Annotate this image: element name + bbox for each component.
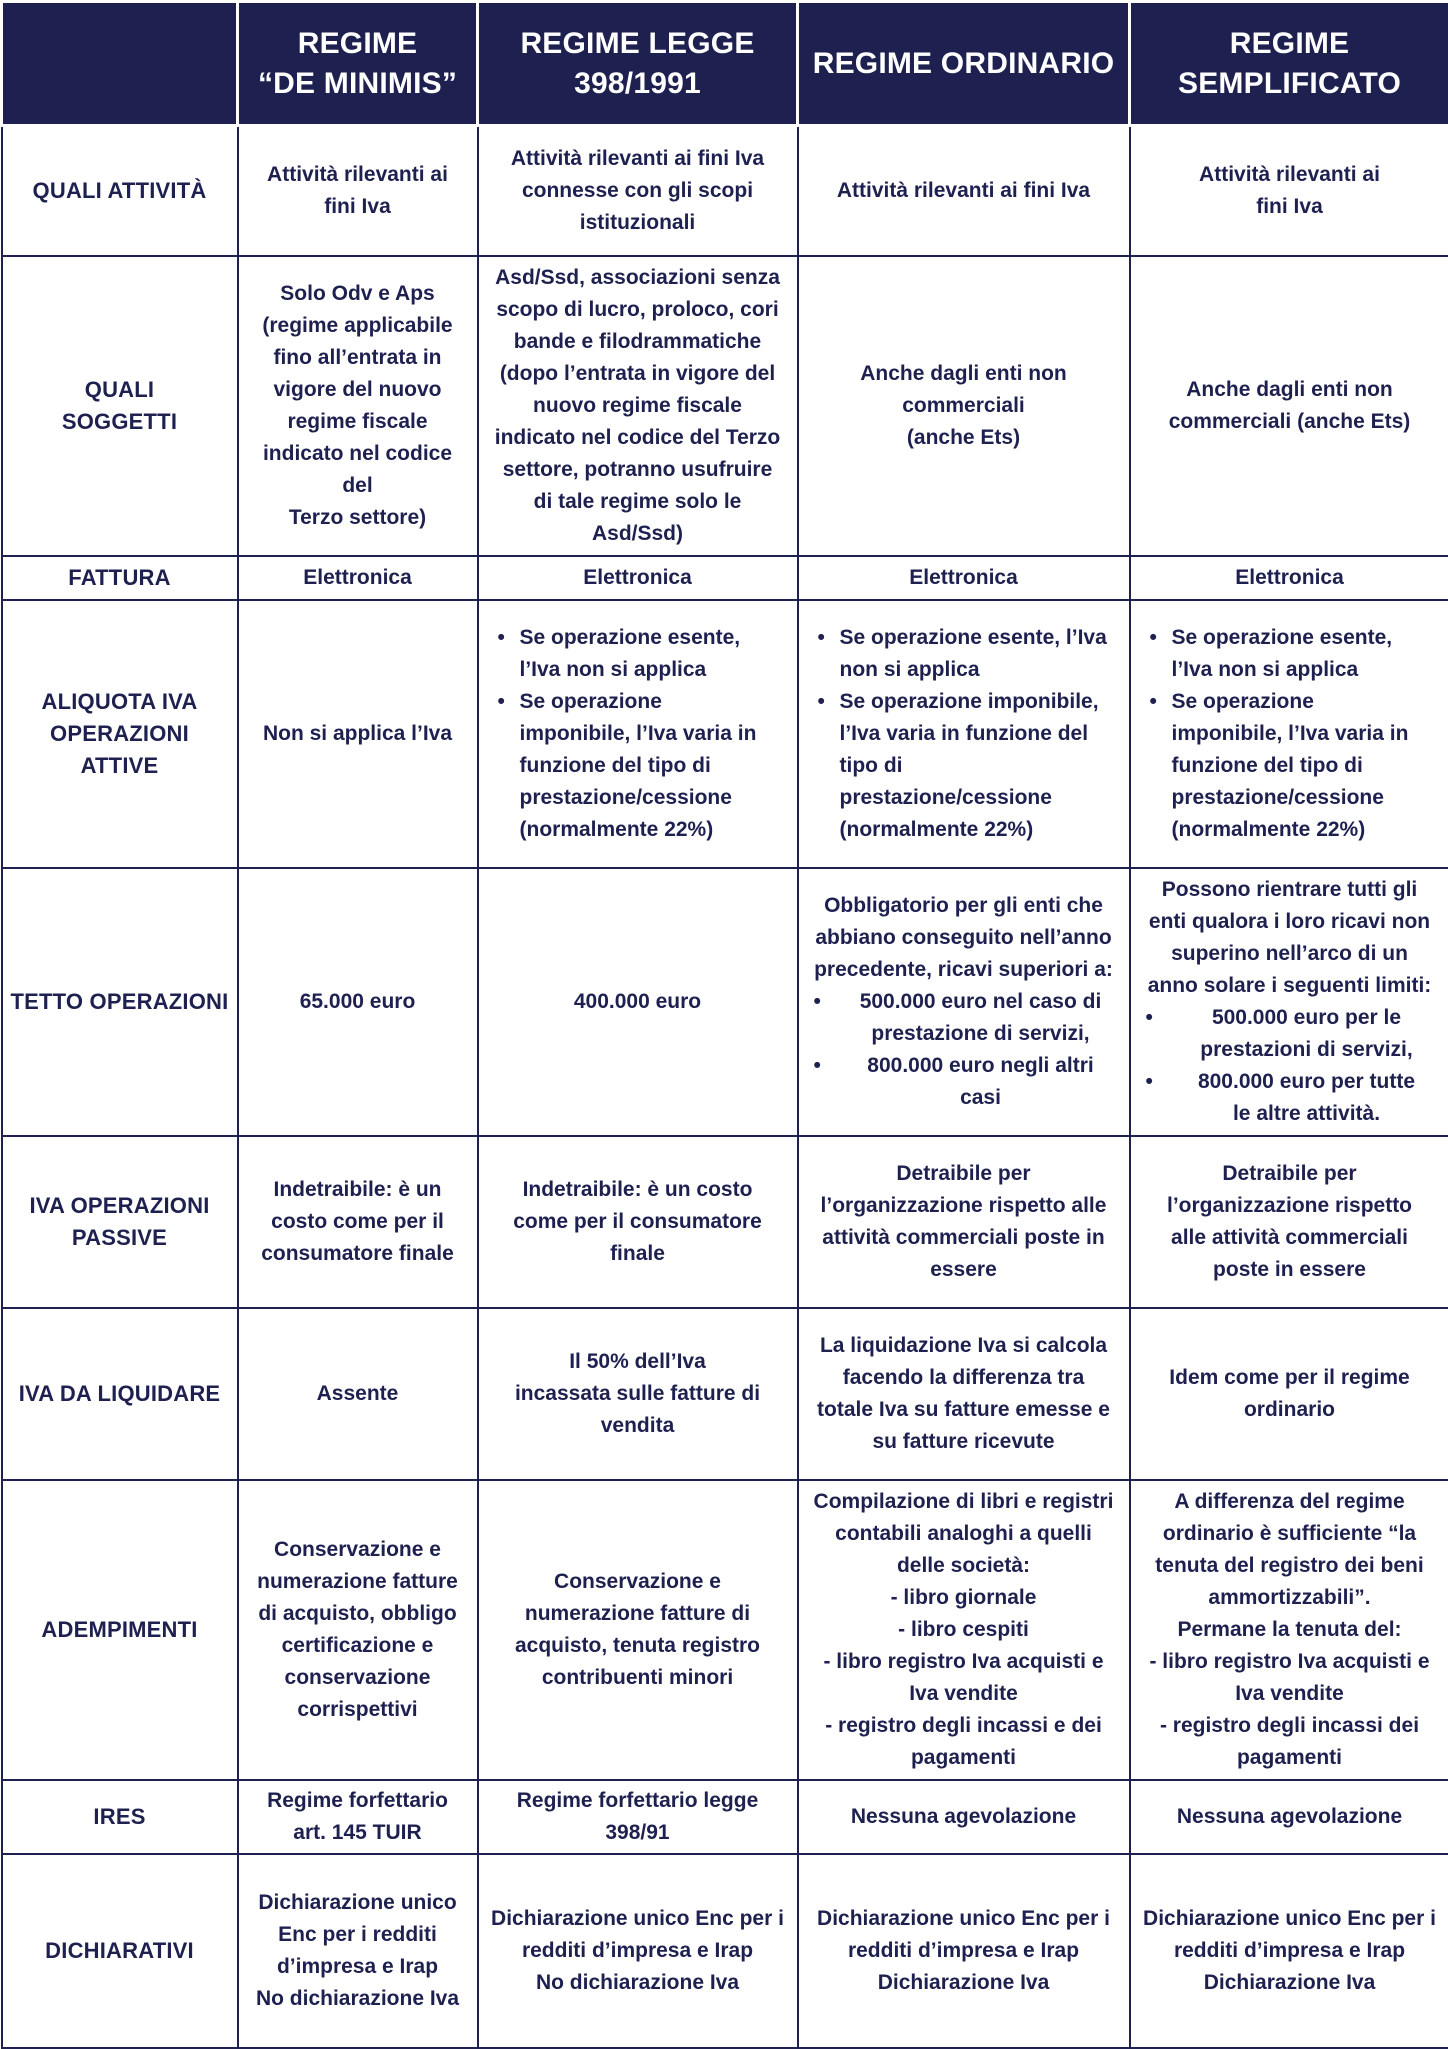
table-cell: [238, 1136, 478, 1308]
cell-text-line: Attività rilevanti ai fini Iva: [802, 175, 1126, 207]
bullet-list: [1134, 622, 1446, 846]
table-cell: [238, 1308, 478, 1480]
cell-text-line: indicato nel codice: [242, 438, 474, 470]
cell-text-line: Elettronica: [482, 562, 794, 594]
cell-text-line: contabili analoghi a quelli: [802, 1518, 1126, 1550]
bullet-item: [840, 622, 1126, 686]
cell-text-line: pagamenti: [1134, 1742, 1446, 1774]
cell-text-line: Terzo settore): [242, 502, 474, 534]
cell-text-line: Non si applica l’Iva: [242, 718, 474, 750]
row-label-line: PASSIVE: [6, 1222, 234, 1254]
cell-text-line: consumatore finale: [242, 1238, 474, 1270]
cell-text-line: Solo Odv e Aps: [242, 278, 474, 310]
bullet-text-line: (normalmente 22%): [840, 814, 1126, 846]
cell-text-line: regime fiscale: [242, 406, 474, 438]
bullet-text-line: non si applica: [840, 654, 1126, 686]
bullet-text-line: • Se operazione: [520, 686, 794, 718]
cell-text-line: - libro cespiti: [802, 1614, 1126, 1646]
row-label-line: ADEMPIMENTI: [6, 1614, 234, 1646]
table-cell: [1130, 556, 1448, 600]
cell-text-line: bande e filodrammatiche: [482, 326, 794, 358]
bullet-text-line: le altre attività.: [1168, 1098, 1446, 1130]
bullet-text-line: • 500.000 euro nel caso di: [836, 986, 1126, 1018]
bullet-text-line: l’Iva non si applica: [1172, 654, 1446, 686]
table-cell: [478, 256, 798, 556]
table-cell: [478, 600, 798, 868]
table-cell: [478, 1780, 798, 1854]
table-body: [2, 126, 1448, 2048]
cell-text-line: commerciali (anche Ets): [1134, 406, 1446, 438]
table-cell: [478, 1854, 798, 2048]
row-label-line: IVA OPERAZIONI: [6, 1190, 234, 1222]
bullet-text-line: prestazione/cessione: [840, 782, 1126, 814]
bullet-text-line: tipo di: [840, 750, 1126, 782]
table-cell: [238, 256, 478, 556]
cell-text-line: redditi d’impresa e Irap: [1134, 1935, 1446, 1967]
cell-text-line: poste in essere: [1134, 1254, 1446, 1286]
row-label: [2, 126, 238, 256]
cell-text-line: Nessuna agevolazione: [1134, 1801, 1446, 1833]
cell-text-line: acquisto, tenuta registro: [482, 1630, 794, 1662]
row-label: [2, 1308, 238, 1480]
table-cell: [798, 1308, 1130, 1480]
cell-text-line: Anche dagli enti non: [1134, 374, 1446, 406]
table-row-dichiarativi: [2, 1854, 1448, 2048]
bullet-text-line: funzione del tipo di: [520, 750, 794, 782]
row-label-line: TETTO OPERAZIONI: [6, 986, 234, 1018]
table-row-adempimenti: [2, 1480, 1448, 1780]
row-label-line: QUALI: [6, 374, 234, 406]
cell-text-line: vigore del nuovo: [242, 374, 474, 406]
cell-text-line: Indetraibile: è un costo: [482, 1174, 794, 1206]
bullet-text-line: • 500.000 euro per le: [1168, 1002, 1446, 1034]
cell-text-line: Asd/Ssd): [482, 518, 794, 550]
cell-text-line: contribuenti minori: [482, 1662, 794, 1694]
bullet-item: [836, 986, 1126, 1050]
cell-text-line: Possono rientrare tutti gli: [1134, 874, 1446, 906]
bullet-item: [1172, 686, 1446, 846]
cell-text-line: Nessuna agevolazione: [802, 1801, 1126, 1833]
bullet-text-line: imponibile, l’Iva varia in: [520, 718, 794, 750]
table-cell: [798, 256, 1130, 556]
cell-text-line: Dichiarazione Iva: [1134, 1967, 1446, 1999]
bullet-text-line: prestazione/cessione: [1172, 782, 1446, 814]
cell-text-line: nuovo regime fiscale: [482, 390, 794, 422]
cell-text-line: del: [242, 470, 474, 502]
table-row-quali-soggetti: [2, 256, 1448, 556]
cell-text-line: ammortizzabili”.: [1134, 1582, 1446, 1614]
bullet-list: [482, 622, 794, 846]
cell-text-line: art. 145 TUIR: [242, 1817, 474, 1849]
header-label-line: REGIME ORDINARIO: [802, 44, 1125, 84]
row-label: [2, 1136, 238, 1308]
header-label-line: REGIME LEGGE: [482, 24, 793, 64]
cell-text-line: l’organizzazione rispetto: [1134, 1190, 1446, 1222]
cell-text-line: anno solare i seguenti limiti:: [1134, 970, 1446, 1002]
table-cell: [1130, 126, 1448, 256]
bullet-text-line: • Se operazione esente,: [520, 622, 794, 654]
bullet-item: [836, 1050, 1126, 1114]
table-cell: [798, 126, 1130, 256]
table-cell: [1130, 1308, 1448, 1480]
cell-text-line: ordinario è sufficiente “la: [1134, 1518, 1446, 1550]
cell-text-line: Regime forfettario legge: [482, 1785, 794, 1817]
row-label-line: ATTIVE: [6, 750, 234, 782]
table-cell: [478, 126, 798, 256]
cell-text-line: Conservazione e: [242, 1534, 474, 1566]
cell-text-line: fino all’entrata in: [242, 342, 474, 374]
cell-text-line: indicato nel codice del Terzo: [482, 422, 794, 454]
cell-text-line: numerazione fatture di: [482, 1598, 794, 1630]
cell-text-line: Iva vendite: [802, 1678, 1126, 1710]
cell-text-line: Conservazione e: [482, 1566, 794, 1598]
cell-text-line: ordinario: [1134, 1394, 1446, 1426]
bullet-text-line: • Se operazione: [1172, 686, 1446, 718]
cell-text-line: Obbligatorio per gli enti che: [802, 890, 1126, 922]
cell-text-line: - libro registro Iva acquisti e: [1134, 1646, 1446, 1678]
table-cell: [238, 556, 478, 600]
table-row-ires: [2, 1780, 1448, 1854]
bullet-item: [520, 622, 794, 686]
bullet-item: [520, 686, 794, 846]
row-label-line: FATTURA: [6, 562, 234, 594]
cell-text-line: precedente, ricavi superiori a:: [802, 954, 1126, 986]
bullet-text-line: (normalmente 22%): [520, 814, 794, 846]
row-label-line: OPERAZIONI: [6, 718, 234, 750]
table-cell: [1130, 1854, 1448, 2048]
cell-text-line: tenuta del registro dei beni: [1134, 1550, 1446, 1582]
bullet-text-line: prestazione/cessione: [520, 782, 794, 814]
cell-text-line: Anche dagli enti non: [802, 358, 1126, 390]
cell-text-line: redditi d’impresa e Irap: [482, 1935, 794, 1967]
table-cell: [238, 600, 478, 868]
bullet-text-line: funzione del tipo di: [1172, 750, 1446, 782]
bullet-text-line: l’Iva varia in funzione del: [840, 718, 1126, 750]
bullet-list: [1134, 1002, 1446, 1130]
cell-text-line: commerciali: [802, 390, 1126, 422]
bullet-item: [1168, 1066, 1446, 1130]
row-label: [2, 1480, 238, 1780]
cell-text-line: Dichiarazione unico Enc per i: [482, 1903, 794, 1935]
cell-text-line: Il 50% dell’Iva: [482, 1346, 794, 1378]
cell-text-line: Detraibile per: [802, 1158, 1126, 1190]
row-label-line: IRES: [6, 1801, 234, 1833]
cell-text-line: Attività rilevanti ai fini Iva: [482, 143, 794, 175]
cell-text-line: (anche Ets): [802, 422, 1126, 454]
bullet-text-line: prestazione di servizi,: [836, 1018, 1126, 1050]
cell-text-line: Compilazione di libri e registri: [802, 1486, 1126, 1518]
header-corner: [2, 2, 238, 126]
cell-text-line: - registro degli incassi e dei: [802, 1710, 1126, 1742]
table-cell: [478, 868, 798, 1136]
table-cell: [798, 1780, 1130, 1854]
cell-text-line: d’impresa e Irap: [242, 1951, 474, 1983]
cell-text-line: connesse con gli scopi: [482, 175, 794, 207]
cell-text-line: fini Iva: [242, 191, 474, 223]
cell-text-line: fini Iva: [1134, 191, 1446, 223]
cell-text-line: Indetraibile: è un: [242, 1174, 474, 1206]
cell-text-line: Elettronica: [1134, 562, 1446, 594]
cell-text-line: No dichiarazione Iva: [242, 1983, 474, 2015]
table-cell: [238, 868, 478, 1136]
cell-text-line: - libro giornale: [802, 1582, 1126, 1614]
bullet-text-line: • 800.000 euro negli altri: [836, 1050, 1126, 1082]
table-cell: [798, 1136, 1130, 1308]
cell-text-line: Assente: [242, 1378, 474, 1410]
cell-text-line: attività commerciali poste in: [802, 1222, 1126, 1254]
bullet-item: [1172, 622, 1446, 686]
cell-text-line: scopo di lucro, proloco, cori: [482, 294, 794, 326]
cell-text-line: No dichiarazione Iva: [482, 1967, 794, 1999]
bullet-item: [1168, 1002, 1446, 1066]
table-cell: [798, 600, 1130, 868]
cell-text-line: essere: [802, 1254, 1126, 1286]
cell-text-line: Iva vendite: [1134, 1678, 1446, 1710]
cell-text-line: Dichiarazione Iva: [802, 1967, 1126, 1999]
table-cell: [798, 868, 1130, 1136]
cell-text-line: redditi d’impresa e Irap: [802, 1935, 1126, 1967]
cell-text-line: 65.000 euro: [242, 986, 474, 1018]
table-cell: [478, 1480, 798, 1780]
header-label-line: REGIME: [242, 24, 473, 64]
table-cell: [478, 556, 798, 600]
cell-text-line: A differenza del regime: [1134, 1486, 1446, 1518]
table-cell: [1130, 1480, 1448, 1780]
bullet-text-line: l’Iva non si applica: [520, 654, 794, 686]
table-cell: [238, 1780, 478, 1854]
row-label-line: IVA DA LIQUIDARE: [6, 1378, 234, 1410]
header-label-line: 398/1991: [482, 64, 793, 104]
table-row-quali-attivita: [2, 126, 1448, 256]
row-label-line: QUALI ATTIVITÀ: [6, 175, 234, 207]
table-row-aliquota-iva: [2, 600, 1448, 868]
table-cell: [238, 126, 478, 256]
cell-text-line: Attività rilevanti ai: [242, 159, 474, 191]
cell-text-line: su fatture ricevute: [802, 1426, 1126, 1458]
cell-text-line: Dichiarazione unico Enc per i: [802, 1903, 1126, 1935]
table-cell: [238, 1854, 478, 2048]
row-label: [2, 600, 238, 868]
cell-text-line: l’organizzazione rispetto alle: [802, 1190, 1126, 1222]
bullet-text-line: imponibile, l’Iva varia in: [1172, 718, 1446, 750]
cell-text-line: pagamenti: [802, 1742, 1126, 1774]
cell-text-line: di acquisto, obbligo: [242, 1598, 474, 1630]
cell-text-line: La liquidazione Iva si calcola: [802, 1330, 1126, 1362]
bullet-text-line: • Se operazione imponibile,: [840, 686, 1126, 718]
table-row-iva-passive: [2, 1136, 1448, 1308]
cell-text-line: numerazione fatture: [242, 1566, 474, 1598]
cell-text-line: totale Iva su fatture emesse e: [802, 1394, 1126, 1426]
row-label-line: SOGGETTI: [6, 406, 234, 438]
row-label: [2, 556, 238, 600]
bullet-text-line: casi: [836, 1082, 1126, 1114]
cell-text-line: settore, potranno usufruire: [482, 454, 794, 486]
cell-text-line: Asd/Ssd, associazioni senza: [482, 262, 794, 294]
cell-text-line: delle società:: [802, 1550, 1126, 1582]
table-cell: [798, 1854, 1130, 2048]
table-cell: [1130, 1136, 1448, 1308]
cell-text-line: Enc per i redditi: [242, 1919, 474, 1951]
row-label: [2, 868, 238, 1136]
bullet-text-line: (normalmente 22%): [1172, 814, 1446, 846]
table-cell: [478, 1136, 798, 1308]
table-cell: [238, 1480, 478, 1780]
header-row: [2, 2, 1448, 126]
bullet-list: [802, 986, 1126, 1114]
table-cell: [1130, 868, 1448, 1136]
cell-text-line: Attività rilevanti ai: [1134, 159, 1446, 191]
header-label-line: REGIME: [1134, 24, 1445, 64]
bullet-item: [840, 686, 1126, 846]
cell-text-line: corrispettivi: [242, 1694, 474, 1726]
cell-text-line: Regime forfettario: [242, 1785, 474, 1817]
bullet-text-line: prestazioni di servizi,: [1168, 1034, 1446, 1066]
cell-text-line: superino nell’arco di un: [1134, 938, 1446, 970]
cell-text-line: come per il consumatore: [482, 1206, 794, 1238]
header-cell: [1130, 2, 1448, 126]
cell-text-line: Detraibile per: [1134, 1158, 1446, 1190]
table-row-iva-liquidare: [2, 1308, 1448, 1480]
header-cell: [798, 2, 1130, 126]
table-cell: [478, 1308, 798, 1480]
cell-text-line: conservazione: [242, 1662, 474, 1694]
cell-text-line: 400.000 euro: [482, 986, 794, 1018]
row-label-line: ALIQUOTA IVA: [6, 686, 234, 718]
bullet-text-line: • 800.000 euro per tutte: [1168, 1066, 1446, 1098]
cell-text-line: costo come per il: [242, 1206, 474, 1238]
cell-text-line: istituzionali: [482, 207, 794, 239]
cell-text-line: Dichiarazione unico Enc per i: [1134, 1903, 1446, 1935]
cell-text-line: Idem come per il regime: [1134, 1362, 1446, 1394]
table-cell: [1130, 256, 1448, 556]
cell-text-line: (dopo l’entrata in vigore del: [482, 358, 794, 390]
cell-text-line: abbiano conseguito nell’anno: [802, 922, 1126, 954]
cell-text-line: facendo la differenza tra: [802, 1362, 1126, 1394]
cell-text-line: 398/91: [482, 1817, 794, 1849]
cell-text-line: vendita: [482, 1410, 794, 1442]
cell-text-line: Permane la tenuta del:: [1134, 1614, 1446, 1646]
cell-text-line: Elettronica: [802, 562, 1126, 594]
cell-text-line: alle attività commerciali: [1134, 1222, 1446, 1254]
table-row-fattura: [2, 556, 1448, 600]
cell-text-line: finale: [482, 1238, 794, 1270]
bullet-text-line: • Se operazione esente,: [1172, 622, 1446, 654]
table-cell: [1130, 1780, 1448, 1854]
cell-text-line: certificazione e: [242, 1630, 474, 1662]
header-label-line: SEMPLIFICATO: [1134, 64, 1445, 104]
table-cell: [1130, 600, 1448, 868]
bullet-text-line: • Se operazione esente, l’Iva: [840, 622, 1126, 654]
row-label-line: DICHIARATIVI: [6, 1935, 234, 1967]
table-cell: [798, 1480, 1130, 1780]
row-label: [2, 256, 238, 556]
header-cell: [478, 2, 798, 126]
table-cell: [798, 556, 1130, 600]
header-cell: [238, 2, 478, 126]
cell-text-line: - registro degli incassi dei: [1134, 1710, 1446, 1742]
cell-text-line: incassata sulle fatture di: [482, 1378, 794, 1410]
bullet-list: [802, 622, 1126, 846]
cell-text-line: di tale regime solo le: [482, 486, 794, 518]
cell-text-line: - libro registro Iva acquisti e: [802, 1646, 1126, 1678]
header-label-line: “DE MINIMIS”: [242, 64, 473, 104]
row-label: [2, 1780, 238, 1854]
row-label: [2, 1854, 238, 2048]
cell-text-line: enti qualora i loro ricavi non: [1134, 906, 1446, 938]
cell-text-line: Elettronica: [242, 562, 474, 594]
cell-text-line: (regime applicabile: [242, 310, 474, 342]
table-row-tetto-operazioni: [2, 868, 1448, 1136]
cell-text-line: Dichiarazione unico: [242, 1887, 474, 1919]
